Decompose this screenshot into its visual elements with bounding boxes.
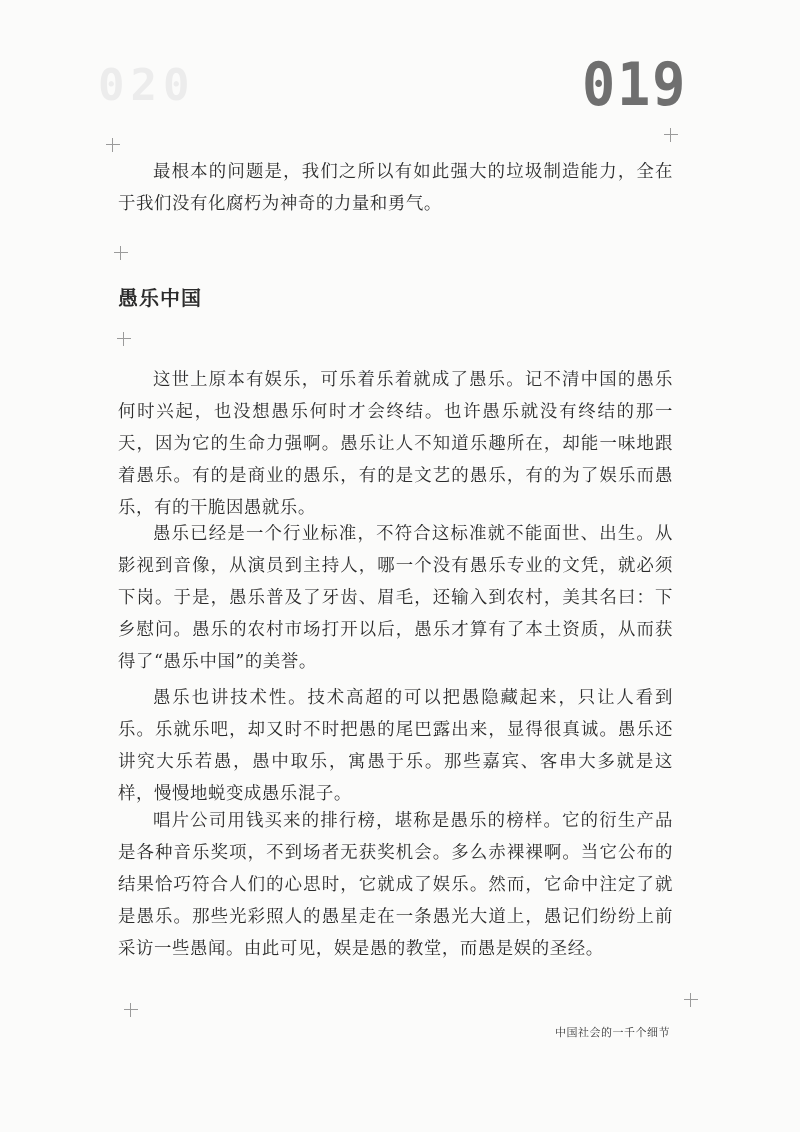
bleed-through-page-number: 020 [98, 60, 196, 111]
opening-paragraph: 最根本的问题是，我们之所以有如此强大的垃圾制造能力，全在于我们没有化腐朽为神奇的力量和勇气。 [118, 162, 673, 214]
section-title: 愚乐中国 [118, 286, 202, 310]
page-number: 019 [582, 50, 688, 120]
running-footer: 中国社会的一千个细节 [555, 1026, 670, 1039]
crop-mark-bottom-left [124, 1003, 138, 1017]
body-paragraph-3: 愚乐也讲技术性。技术高超的可以把愚隐藏起来，只让人看到乐。乐就乐吧，却又时不时把愚的尾巴露出来，显得很真诚。愚乐还讲究大乐若愚，愚中取乐，寓愚于乐。那些嘉宾、客串大多就是这样，慢慢地蜕变成愚乐混子。 [118, 688, 673, 804]
crop-mark-top-left [106, 138, 120, 152]
crop-mark-top-right [664, 128, 678, 142]
crop-mark-left-middle [117, 332, 131, 346]
crop-mark-left-upper [114, 246, 128, 260]
body-paragraph-4: 唱片公司用钱买来的排行榜，堪称是愚乐的榜样。它的衍生产品是各种音乐奖项，不到场者无获奖机会。多么赤裸裸啊。当它公布的结果恰巧符合人们的心思时，它就成了娱乐。然而，它命中注定了就是愚乐。那些光彩照人的愚星走在一条愚光大道上，愚记们纷纷上前采访一些愚闻。由此可见，娱是愚的教堂，而愚是娱的圣经。 [118, 811, 673, 959]
body-paragraph-2: 愚乐已经是一个行业标准，不符合这标准就不能面世、出生。从影视到音像，从演员到主持人，哪一个没有愚乐专业的文凭，就必须下岗。于是，愚乐普及了牙齿、眉毛，还输入到农村，美其名曰：下乡慰问。愚乐的农村市场打开以后，愚乐才算有了本土资质，从而获得了“愚乐中国”的美誉。 [118, 524, 673, 672]
body-paragraph-1: 这世上原本有娱乐，可乐着乐着就成了愚乐。记不清中国的愚乐何时兴起，也没想愚乐何时才会终结。也许愚乐就没有终结的那一天，因为它的生命力强啊。愚乐让人不知道乐趣所在，却能一味地跟着愚乐。有的是商业的愚乐，有的是文艺的愚乐，有的为了娱乐而愚乐，有的干脆因愚就乐。 [118, 370, 673, 518]
crop-mark-bottom-right [684, 993, 698, 1007]
